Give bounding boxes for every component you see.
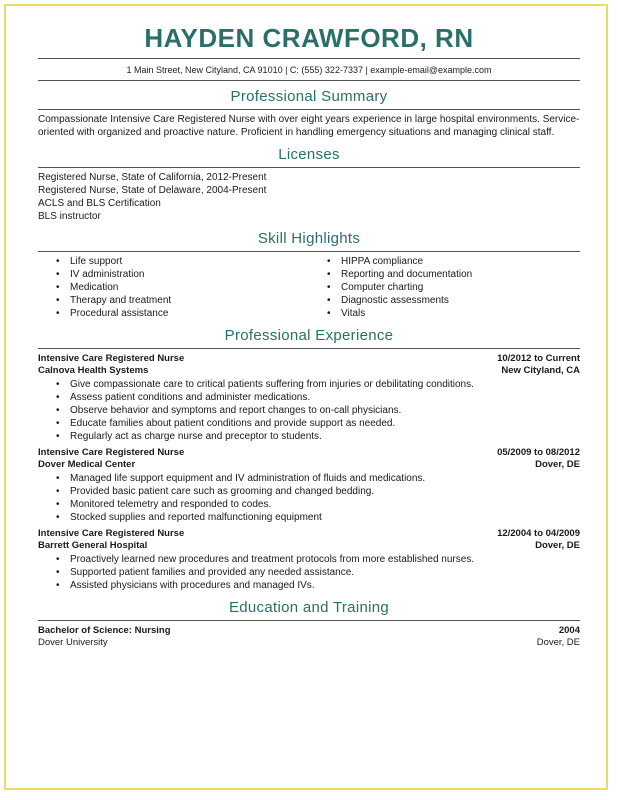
last-name: CRAWFORD, RN [262,23,474,53]
job-bullets [38,378,580,443]
license-item: Registered Nurse, State of Delaware, 2004-Present [38,185,267,196]
school: Dover University [38,637,108,648]
job-bullet: • Observe behavior and symptoms and report changes to on-call physicians. [38,404,580,417]
skill-item: • Procedural assistance [38,307,309,320]
skills-left-column [38,255,309,320]
contact-divider [38,80,580,81]
job-employer: Calnova Health Systems [38,365,149,376]
candidate-name [38,22,580,54]
skills-right-column [309,255,580,320]
job-role: Intensive Care Registered Nurse [38,528,185,539]
job-dates: 12/2004 to 04/2009 [497,528,580,539]
job-bullet: • Managed life support equipment and IV administration of fluids and medications. [38,472,580,485]
experience-heading: Professional Experience [224,327,394,344]
job-bullet: • Assisted physicians with procedures and managed IVs. [38,579,580,592]
job-bullet: • Supported patient families and provided any needed assistance. [38,566,580,579]
skill-item: • Medication [38,281,309,294]
job-bullet: • Provided basic patient care such as grooming and changed bedding. [38,485,580,498]
licenses-heading: Licenses [278,146,340,163]
skills-grid [38,255,580,320]
job-entry [38,447,580,524]
graduation-year: 2004 [558,625,580,636]
license-item: BLS instructor [38,211,101,222]
first-name: HAYDEN [144,23,255,53]
job-entry [38,353,580,443]
skill-item: • Computer charting [309,281,580,294]
skill-item: • Therapy and treatment [38,294,309,307]
job-bullet: • Give compassionate care to critical patients suffering from injuries or debilitating conditions. [38,378,580,391]
job-employer: Dover Medical Center [38,459,136,470]
license-item: Registered Nurse, State of California, 2012-Present [38,172,267,183]
name-divider [38,58,580,59]
skill-item: • Vitals [309,307,580,320]
licenses-list [38,171,580,223]
job-bullet: • Stocked supplies and reported malfunctioning equipment [38,511,580,524]
job-dates: 10/2012 to Current [497,353,580,364]
experience-divider [38,348,580,349]
degree: Bachelor of Science: Nursing [38,625,171,636]
job-location: Dover, DE [535,540,580,551]
job-bullets [38,472,580,524]
job-bullet: • Regularly act as charge nurse and preceptor to students. [38,430,580,443]
job-dates: 05/2009 to 08/2012 [497,447,580,458]
job-bullet: • Monitored telemetry and responded to codes. [38,498,580,511]
skill-item: • IV administration [38,268,309,281]
skills-heading: Skill Highlights [257,230,361,247]
resume-page [38,22,580,649]
contact-line: 1 Main Street, New Cityland, CA 91010 | C: (555) 322-7337 | example-email@example.com [126,65,492,75]
job-bullets [38,553,580,592]
job-entry [38,528,580,592]
job-bullet: • Educate families about patient conditions and provide support as needed. [38,417,580,430]
job-location: Dover, DE [535,459,580,470]
school-location: Dover, DE [536,637,580,648]
summary-text: Compassionate Intensive Care Registered Nurse with over eight years experience in large hospital environments. Service-oriented with organized and proactive nature. Proficient in handling emergency situations and managing clinical staff. [38,114,580,138]
job-employer: Barrett General Hospital [38,540,148,551]
job-role: Intensive Care Registered Nurse [38,447,185,458]
job-bullet: • Proactively learned new procedures and treatment protocols from more established nurses. [38,553,580,566]
skill-item: • Life support [38,255,309,268]
skill-item: • HIPPA compliance [309,255,580,268]
summary-heading: Professional Summary [230,88,388,105]
licenses-divider [38,167,580,168]
job-bullet: • Assess patient conditions and administer medications. [38,391,580,404]
education-divider [38,620,580,621]
job-location: New Cityland, CA [501,365,580,376]
skill-item: • Reporting and documentation [309,268,580,281]
license-item: ACLS and BLS Certification [38,198,161,209]
education-heading: Education and Training [228,599,390,616]
skill-item: • Diagnostic assessments [309,294,580,307]
job-role: Intensive Care Registered Nurse [38,353,185,364]
skills-divider [38,251,580,252]
education-entry [38,625,580,649]
summary-divider [38,109,580,110]
